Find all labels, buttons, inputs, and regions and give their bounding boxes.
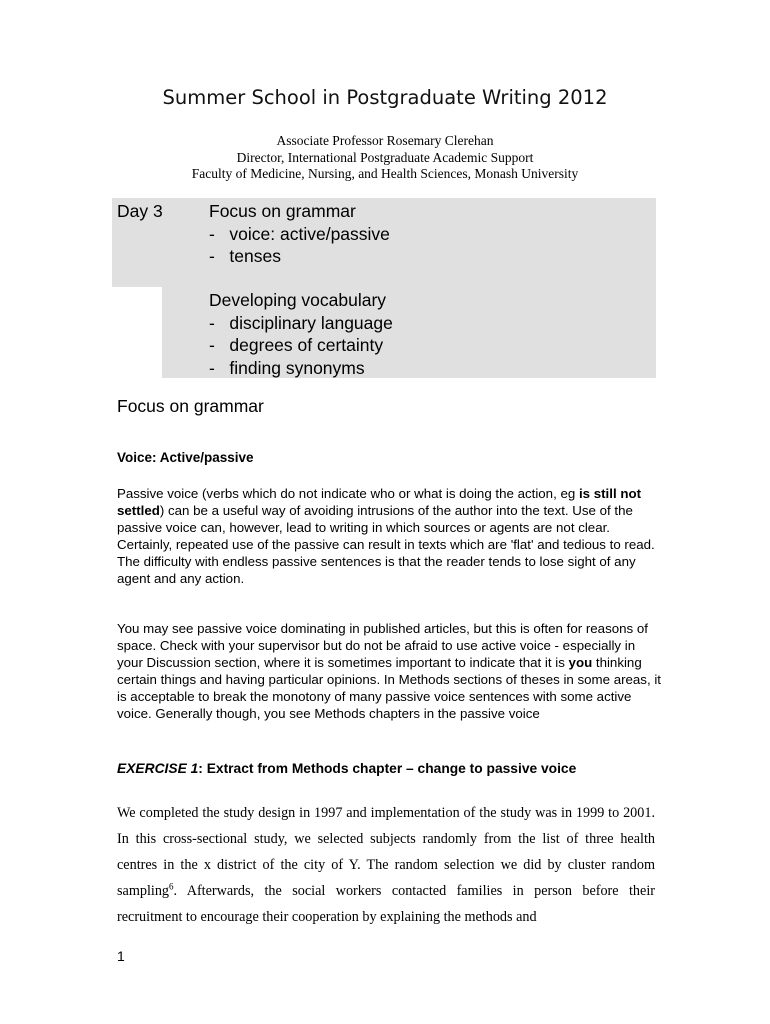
author-name: Associate Professor Rosemary Clerehan <box>276 133 494 148</box>
page-number: 1 <box>117 948 125 964</box>
topic-grammar-item: - voice: active/passive <box>209 223 390 244</box>
subsection-heading: Voice: Active/passive <box>117 450 254 465</box>
author-faculty: Faculty of Medicine, Nursing, and Health Sciences, Monash University <box>191 166 579 181</box>
footnote-marker: 6 <box>169 881 174 892</box>
emphasis-text: is still not settled <box>117 486 642 518</box>
exercise-extract <box>117 800 655 930</box>
topic-grammar-heading: Focus on grammar <box>209 201 356 221</box>
topic-vocabulary-item: - disciplinary language <box>209 312 393 333</box>
paragraph-text: thinking certain things and having particular opinions. In Methods sections of theses in some areas, it is acceptable to break the monotony of many passive voice sentences with some active voice. Generally though, you see Methods chapters in the passive voice <box>117 654 661 721</box>
paragraph-text: You may see passive voice dominating in published articles, but this is often for reasons of space. Check with your supervisor but do not be afraid to use active voice - especially in your Discussion section, where it is sometimes important to indicate that it is <box>117 621 648 670</box>
extract-text: We completed the study design in 1997 and implementation of the study was in 1999 to 2001. In this cross-sectional study, we selected subjects randomly from the list of three health centres in the x district of the city of Y. The random selection we did by cluster random sampling <box>117 805 655 899</box>
emphasis-text: you <box>568 654 593 670</box>
exercise-heading <box>117 761 576 776</box>
section-heading: Focus on grammar <box>117 396 264 416</box>
extract-text: . Afterwards, the social workers contacted families in person before their recruitment to encourage their cooperation by explaining the methods and <box>117 883 655 925</box>
paragraph-text: Passive voice (verbs which do not indicate who or what is doing the action, eg <box>117 486 579 501</box>
topic-grammar-item: - tenses <box>209 246 281 266</box>
paragraph-passive-voice <box>117 486 662 587</box>
exercise-label: EXERCISE 1 <box>117 761 199 776</box>
paragraph-active-voice <box>117 621 662 722</box>
topic-vocabulary-heading: Developing vocabulary <box>209 290 387 310</box>
topic-vocabulary-item: - degrees of certainty <box>209 335 384 355</box>
topic-vocabulary <box>209 289 393 379</box>
exercise-title: : Extract from Methods chapter – change to passive voice <box>198 761 577 776</box>
topic-vocabulary-item: - finding synonyms <box>209 357 365 378</box>
paragraph-text: ) can be a useful way of avoiding intrusions of the author into the text. Use of the passive voice can, however, lead to writing in which sources or agents are not clear. Certainly, repeated use of the passive can result in texts which are 'flat' and tedious to read. The difficulty with endless passive sentences is that the reader tends to lose sight of any agent and any action. <box>117 502 655 586</box>
topic-grammar <box>209 200 390 268</box>
author-position: Director, International Postgraduate Academic Support <box>236 150 534 165</box>
document-title: Summer School in Postgraduate Writing 2012 <box>162 86 608 109</box>
day-label: Day 3 <box>117 201 163 221</box>
